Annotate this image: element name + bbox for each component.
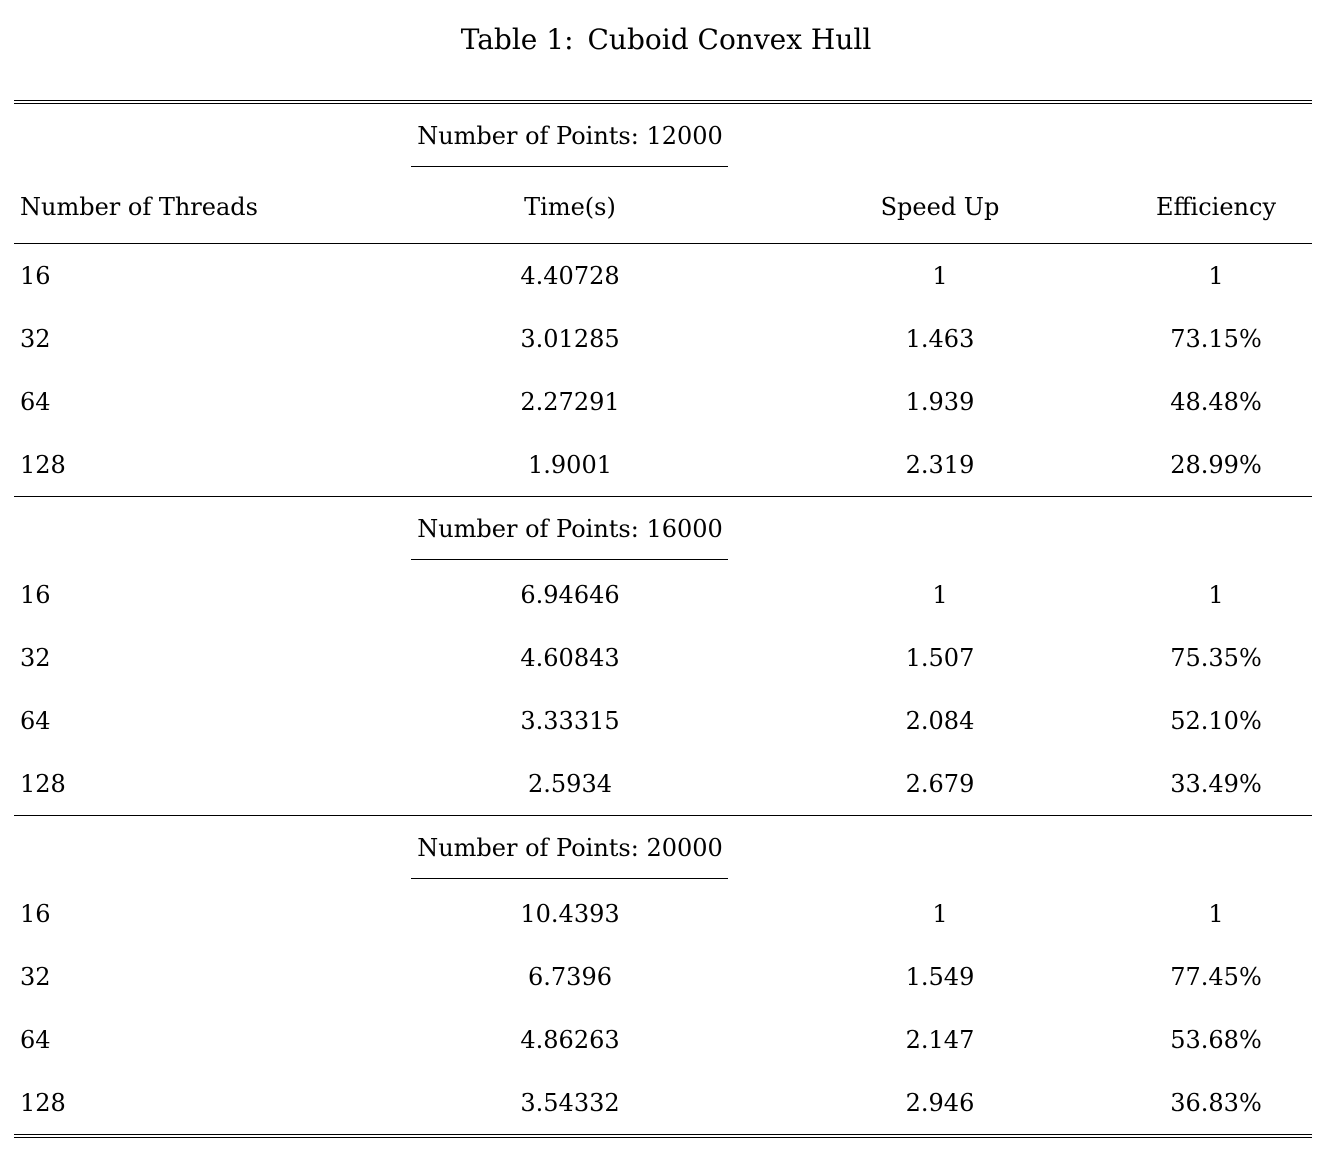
group-underline [411, 559, 728, 560]
cell-threads: 16 [20, 899, 51, 928]
cell-threads: 16 [20, 580, 51, 609]
cell-efficiency: 33.49% [1170, 769, 1262, 798]
caption-title: Cuboid Convex Hull [587, 23, 872, 56]
cell-speedup: 1 [932, 899, 948, 928]
cell-efficiency: 53.68% [1170, 1025, 1262, 1054]
cell-speedup: 2.946 [905, 1088, 975, 1117]
cell-efficiency: 75.35% [1170, 643, 1262, 672]
cell-threads: 128 [20, 769, 66, 798]
cell-speedup: 1.507 [905, 643, 975, 672]
table-row [14, 882, 1312, 945]
cell-efficiency: 48.48% [1170, 387, 1262, 416]
header-time: Time(s) [524, 192, 616, 221]
cell-efficiency: 28.99% [1170, 450, 1262, 479]
table-row [14, 1008, 1312, 1071]
cell-threads: 128 [20, 1088, 66, 1117]
cell-time: 3.33315 [520, 706, 620, 735]
group-label: Number of Points: 12000 [417, 122, 723, 150]
cell-efficiency: 73.15% [1170, 324, 1262, 353]
cell-time: 1.9001 [528, 450, 612, 479]
cell-threads: 16 [20, 261, 51, 290]
header-threads: Number of Threads [20, 192, 258, 221]
group-header [14, 816, 1312, 882]
cell-threads: 64 [20, 387, 51, 416]
cell-speedup: 1.939 [905, 387, 975, 416]
group-label: Number of Points: 16000 [417, 515, 723, 543]
cell-time: 3.54332 [520, 1088, 620, 1117]
cell-threads: 32 [20, 962, 51, 991]
table-row [14, 244, 1312, 307]
cell-speedup: 1.463 [905, 324, 975, 353]
cell-efficiency: 1 [1208, 899, 1224, 928]
table-caption [0, 22, 1332, 58]
cell-efficiency: 1 [1208, 261, 1224, 290]
cell-efficiency: 36.83% [1170, 1088, 1262, 1117]
cell-time: 2.27291 [520, 387, 620, 416]
table-row [14, 563, 1312, 626]
table-row [14, 945, 1312, 1008]
table-row [14, 626, 1312, 689]
group-underline [411, 166, 728, 167]
group-underline [411, 878, 728, 879]
column-header-row [14, 170, 1312, 243]
table-row [14, 370, 1312, 433]
cell-time: 4.60843 [520, 643, 620, 672]
cell-speedup: 2.679 [905, 769, 975, 798]
cell-time: 2.5934 [528, 769, 612, 798]
group-header [14, 497, 1312, 563]
cell-time: 4.40728 [520, 261, 620, 290]
cell-threads: 32 [20, 324, 51, 353]
cell-threads: 128 [20, 450, 66, 479]
cell-speedup: 1.549 [905, 962, 975, 991]
cell-speedup: 1 [932, 580, 948, 609]
group-label: Number of Points: 20000 [417, 834, 723, 862]
cell-speedup: 2.084 [905, 706, 975, 735]
cell-time: 6.7396 [528, 962, 612, 991]
cell-time: 6.94646 [520, 580, 620, 609]
cell-efficiency: 77.45% [1170, 962, 1262, 991]
header-speedup: Speed Up [880, 192, 1000, 221]
table-row [14, 689, 1312, 752]
cell-speedup: 2.147 [905, 1025, 975, 1054]
table-row [14, 307, 1312, 370]
cell-time: 3.01285 [520, 324, 620, 353]
table-row [14, 1071, 1312, 1134]
cell-speedup: 2.319 [905, 450, 975, 479]
cell-speedup: 1 [932, 261, 948, 290]
table-row [14, 433, 1312, 496]
caption-label: Table 1: [460, 23, 574, 56]
cell-threads: 64 [20, 1025, 51, 1054]
cell-time: 10.4393 [520, 899, 620, 928]
cell-time: 4.86263 [520, 1025, 620, 1054]
cell-efficiency: 52.10% [1170, 706, 1262, 735]
cell-efficiency: 1 [1208, 580, 1224, 609]
cell-threads: 32 [20, 643, 51, 672]
group-header [14, 104, 1312, 170]
table-row [14, 752, 1312, 815]
header-efficiency: Efficiency [1155, 192, 1277, 221]
cell-threads: 64 [20, 706, 51, 735]
bottom-rule [14, 1134, 1312, 1138]
results-table [14, 100, 1312, 1138]
